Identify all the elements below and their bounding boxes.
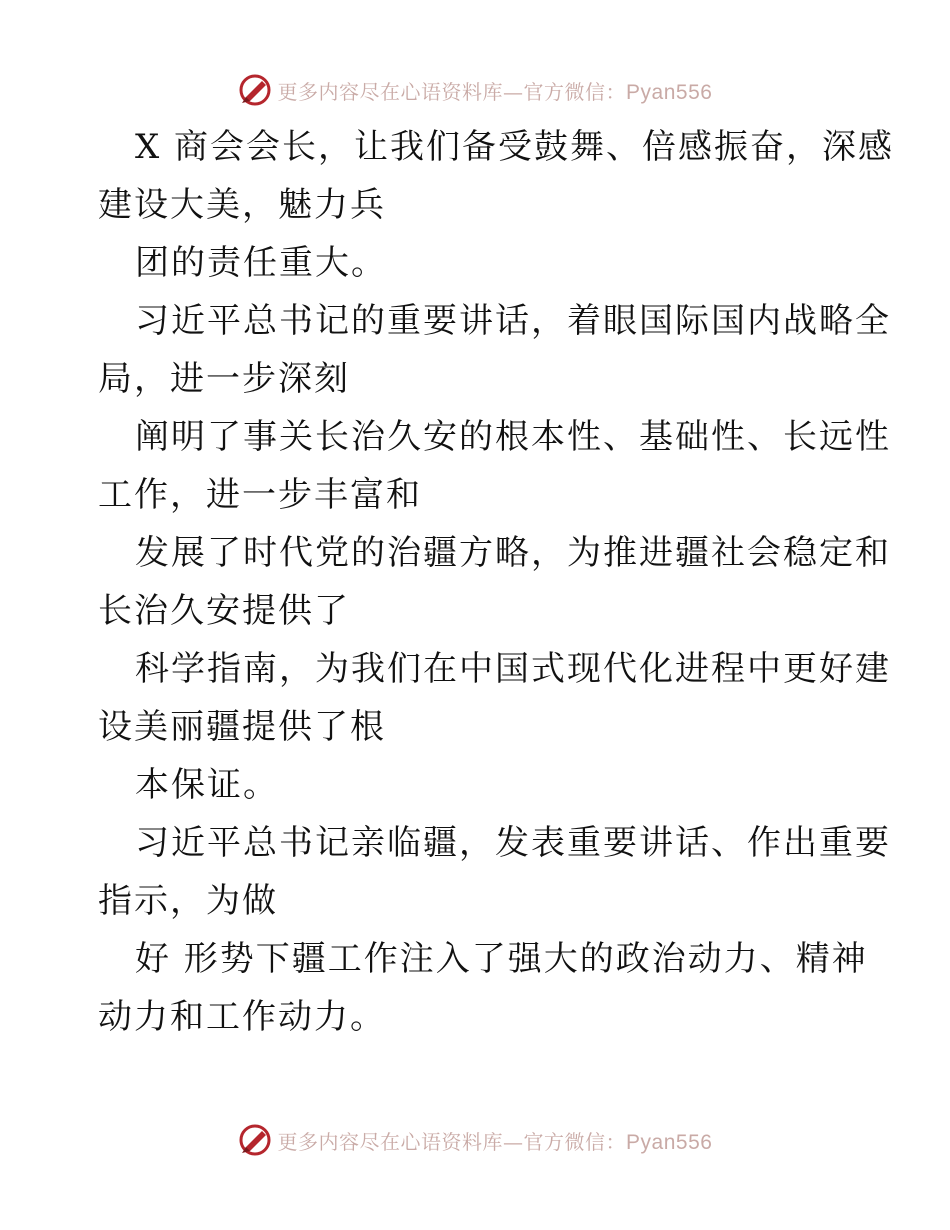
paragraph-line: 习近平总书记的重要讲话，着眼国际国内战略全 [135,301,891,341]
paragraph-line: 团的责任重大。 [135,243,387,283]
paragraph-line: 工作，进一步丰富和 [98,475,422,515]
paragraph-line: 本保证。 [135,765,279,805]
document-body [98,118,895,1046]
paragraph-line: 设美丽疆提供了根 [98,707,386,747]
paragraph-line: X 商会会长，让我们备受鼓舞、倍感振奋，深感 [135,127,895,167]
watermark-text: 更多内容尽在心语资料库—官方微信：Pyan556 [277,79,713,104]
paragraph-line: 好 形势下疆工作注入了强大的政治动力、精神 [135,939,868,979]
header-watermark [0,72,950,108]
paragraph-line: 发展了时代党的治疆方略，为推进疆社会稳定和 [135,533,891,573]
pen-logo-icon [238,73,272,107]
paragraph-line: 科学指南，为我们在中国式现代化进程中更好建 [135,649,891,689]
paragraph-line: 指示，为做 [98,881,278,921]
paragraph-line: 习近平总书记亲临疆，发表重要讲话、作出重要 [135,823,891,863]
paragraph-line: 建设大美，魅力兵 [98,185,386,225]
paragraph-line: 阐明了事关长治久安的根本性、基础性、长远性 [135,417,891,457]
footer-watermark [0,1122,950,1158]
watermark-text: 更多内容尽在心语资料库—官方微信：Pyan556 [277,1129,713,1154]
paragraph-line: 长治久安提供了 [98,591,350,631]
pen-logo-icon [238,1123,272,1157]
paragraph-line: 局，进一步深刻 [98,359,350,399]
paragraph-line: 动力和工作动力。 [98,997,386,1037]
